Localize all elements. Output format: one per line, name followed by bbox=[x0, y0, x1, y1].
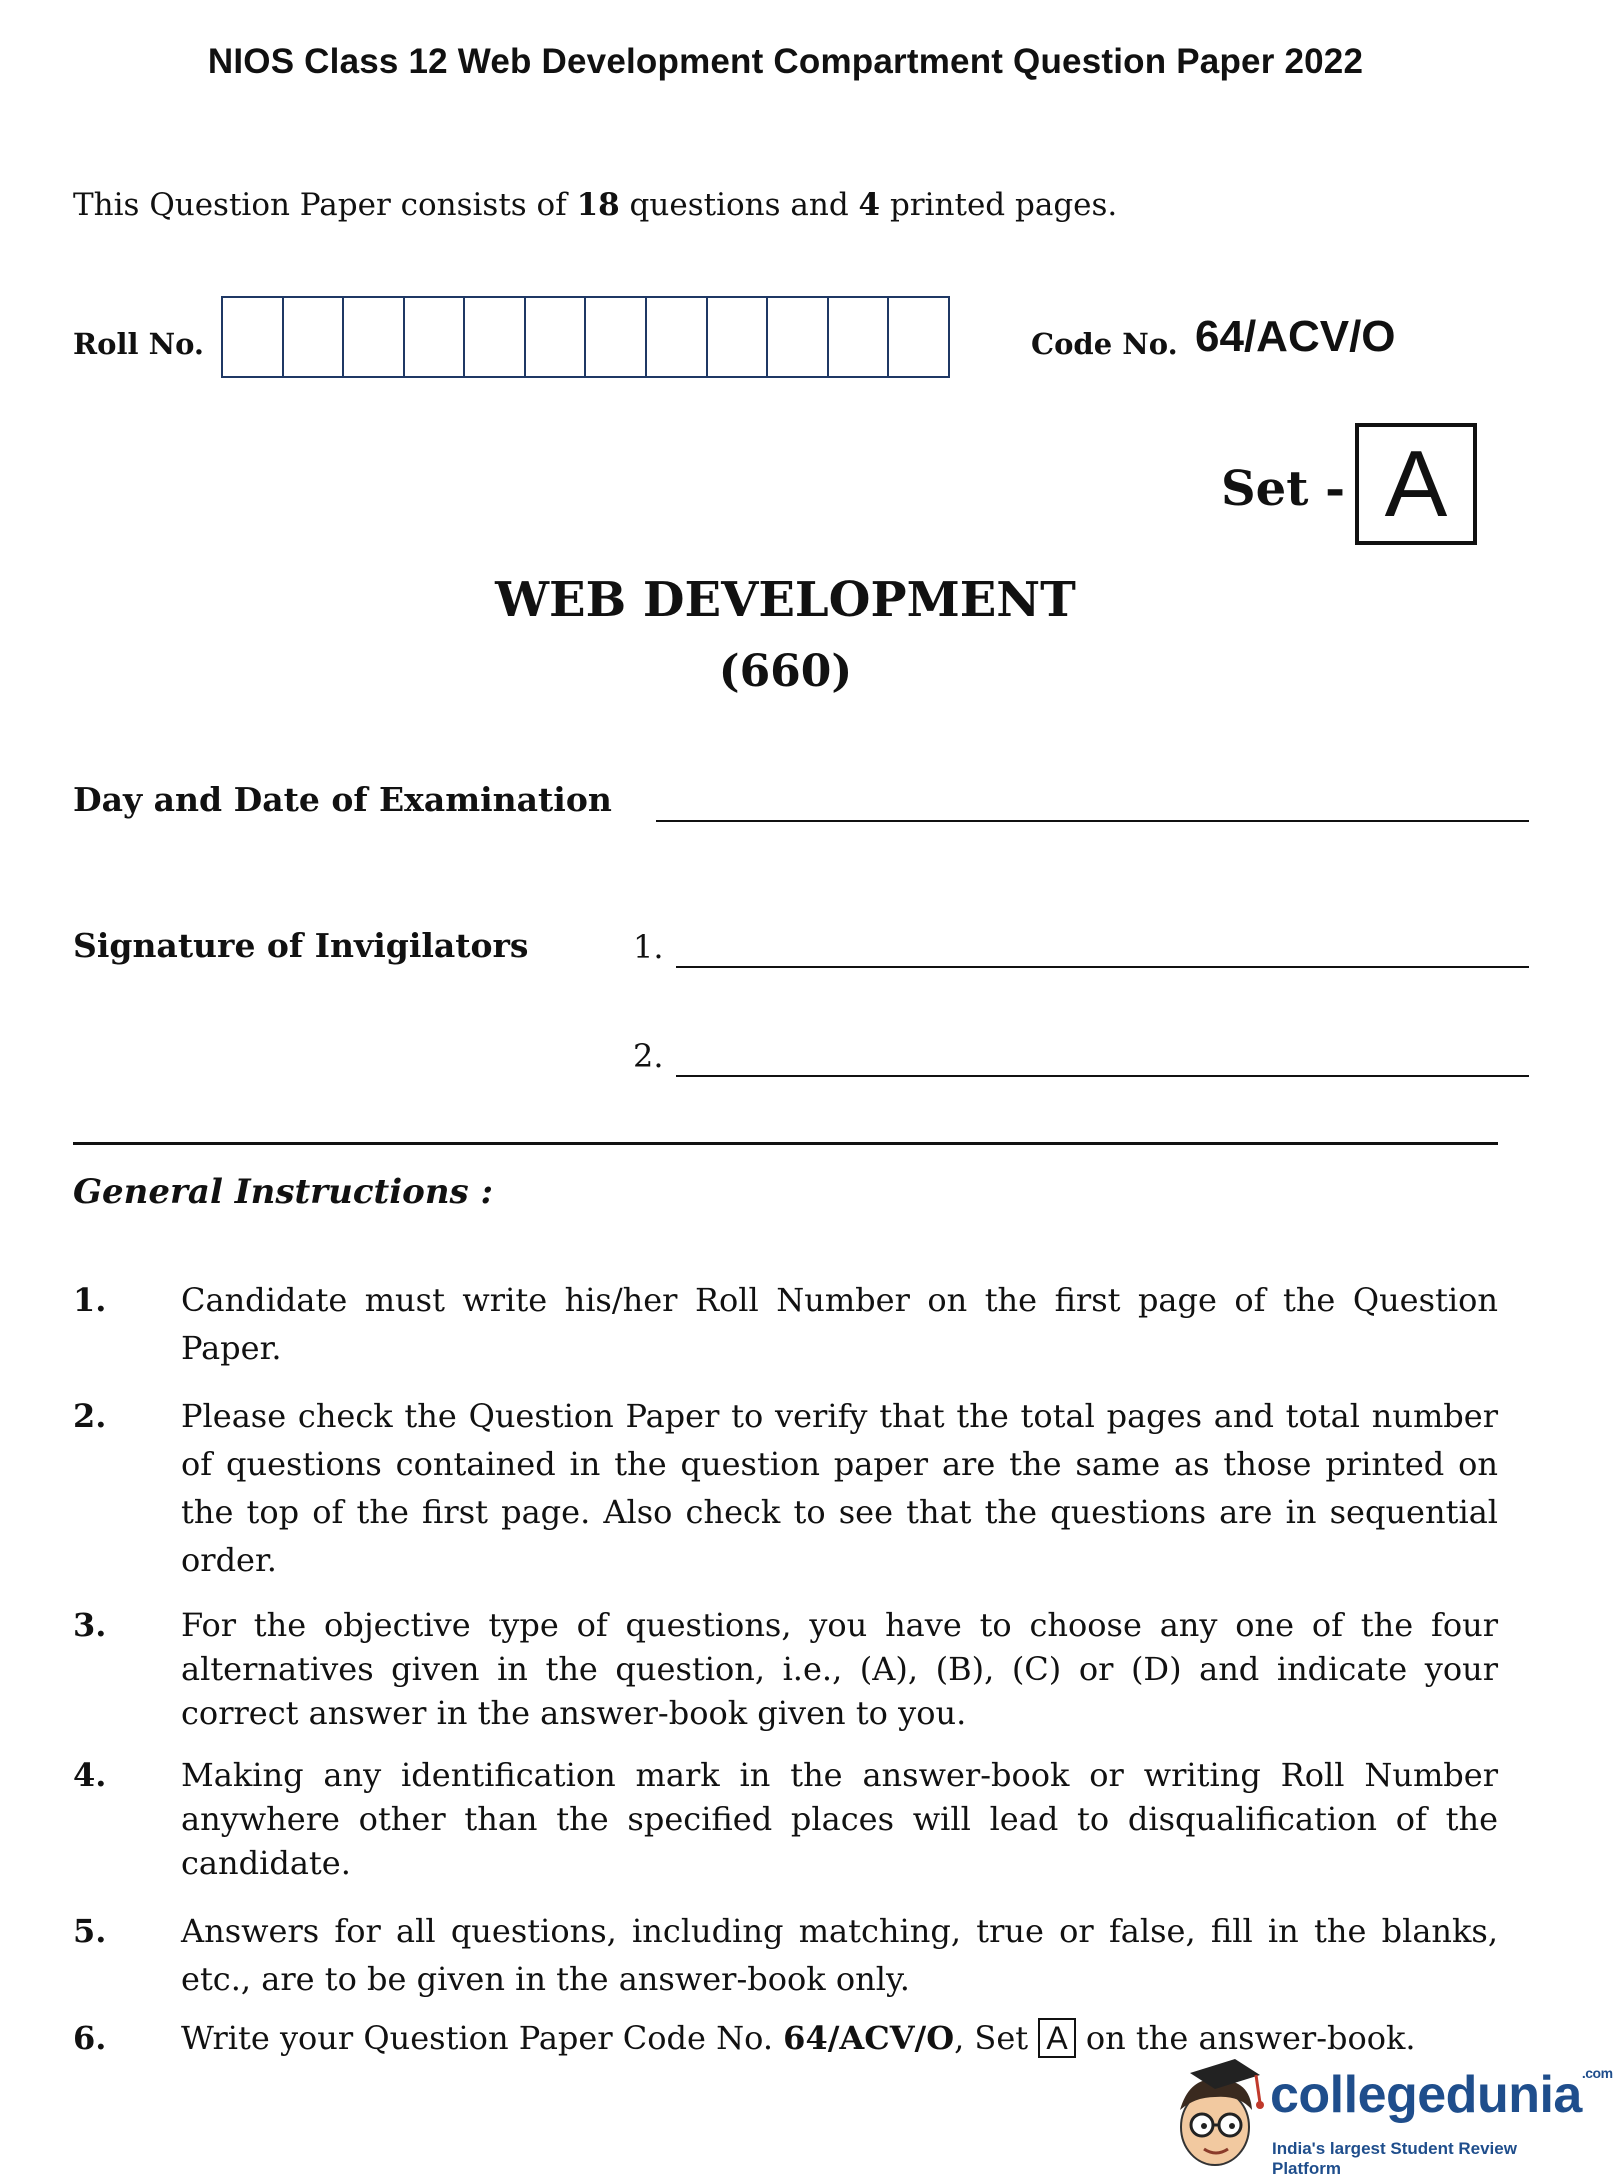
exam-date-line bbox=[656, 820, 1529, 822]
question-count: 18 bbox=[576, 187, 620, 223]
roll-digit-box bbox=[647, 298, 708, 376]
roll-digit-box bbox=[465, 298, 526, 376]
signature-2-line bbox=[676, 1075, 1529, 1077]
page-count: 4 bbox=[858, 187, 881, 223]
instruction-item: 1. Candidate must write his/her Roll Number on the first page of the Question Paper. bbox=[73, 1281, 1498, 1367]
roll-digit-box bbox=[405, 298, 466, 376]
set-inline-box: A bbox=[1038, 2018, 1075, 2058]
instruction-item: 4. Making any identification mark in the answer-book or writing Roll Number anywhere other than the specified places will lead to disqualification of the candidate. bbox=[73, 1756, 1498, 1882]
roll-digit-box bbox=[586, 298, 647, 376]
signature-2-number: 2. bbox=[633, 1037, 664, 1075]
subject-title: WEB DEVELOPMENT bbox=[495, 572, 1076, 628]
roll-number-boxes bbox=[221, 296, 950, 378]
code-number-value: 64/ACV/O bbox=[1195, 312, 1396, 361]
signature-1-line bbox=[676, 966, 1529, 968]
section-divider bbox=[73, 1142, 1498, 1145]
roll-digit-box bbox=[526, 298, 587, 376]
instruction-item: 3. For the objective type of questions, you have to choose any one of the four alternatives given in the question, i.e., (A), (B), (C) or (D) and indicate your correct answer in the answer-book given to you. bbox=[73, 1606, 1498, 1732]
roll-digit-box bbox=[344, 298, 405, 376]
subject-code: (660) bbox=[718, 646, 853, 697]
roll-digit-box bbox=[708, 298, 769, 376]
set-label: Set - bbox=[1221, 461, 1346, 517]
instruction-item: 6. Write your Question Paper Code No. 64/ACV/O, Set A on the answer-book. bbox=[73, 2019, 1416, 2057]
logo-tagline: India's largest Student Review Platform bbox=[1272, 2139, 1517, 2178]
roll-digit-box bbox=[284, 298, 345, 376]
collegedunia-logo: collegedunia$^{.com}$ India's largest Student Review Platform bbox=[1160, 2055, 1560, 2175]
paper-code: 64/ACV/O bbox=[783, 2019, 955, 2057]
roll-digit-box bbox=[829, 298, 890, 376]
roll-digit-box bbox=[889, 298, 948, 376]
signature-1-number: 1. bbox=[633, 928, 664, 966]
roll-digit-box bbox=[223, 298, 284, 376]
document-header-title: NIOS Class 12 Web Development Compartment Question Paper 2022 bbox=[207, 42, 1364, 81]
paper-summary: This Question Paper consists of 18 questions and 4 printed pages. bbox=[73, 187, 1118, 223]
set-value-box: A bbox=[1355, 423, 1477, 545]
mascot-icon bbox=[1160, 2055, 1270, 2175]
roll-digit-box bbox=[768, 298, 829, 376]
instructions-heading: General Instructions : bbox=[73, 1172, 494, 1212]
exam-date-label: Day and Date of Examination bbox=[73, 780, 612, 819]
code-number-label: Code No. bbox=[1031, 327, 1178, 361]
roll-number-label: Roll No. bbox=[73, 327, 205, 361]
invigilator-signature-label: Signature of Invigilators bbox=[73, 926, 529, 965]
instruction-item: 5. Answers for all questions, including matching, true or false, fill in the blanks, etc., are to be given in the answer-book only. bbox=[73, 1912, 1498, 1998]
instruction-item: 2. Please check the Question Paper to verify that the total pages and total number of questions contained in the question paper are the same as those printed on the top of the first page. Also check to see that the questions are in sequential order. bbox=[73, 1397, 1498, 1579]
